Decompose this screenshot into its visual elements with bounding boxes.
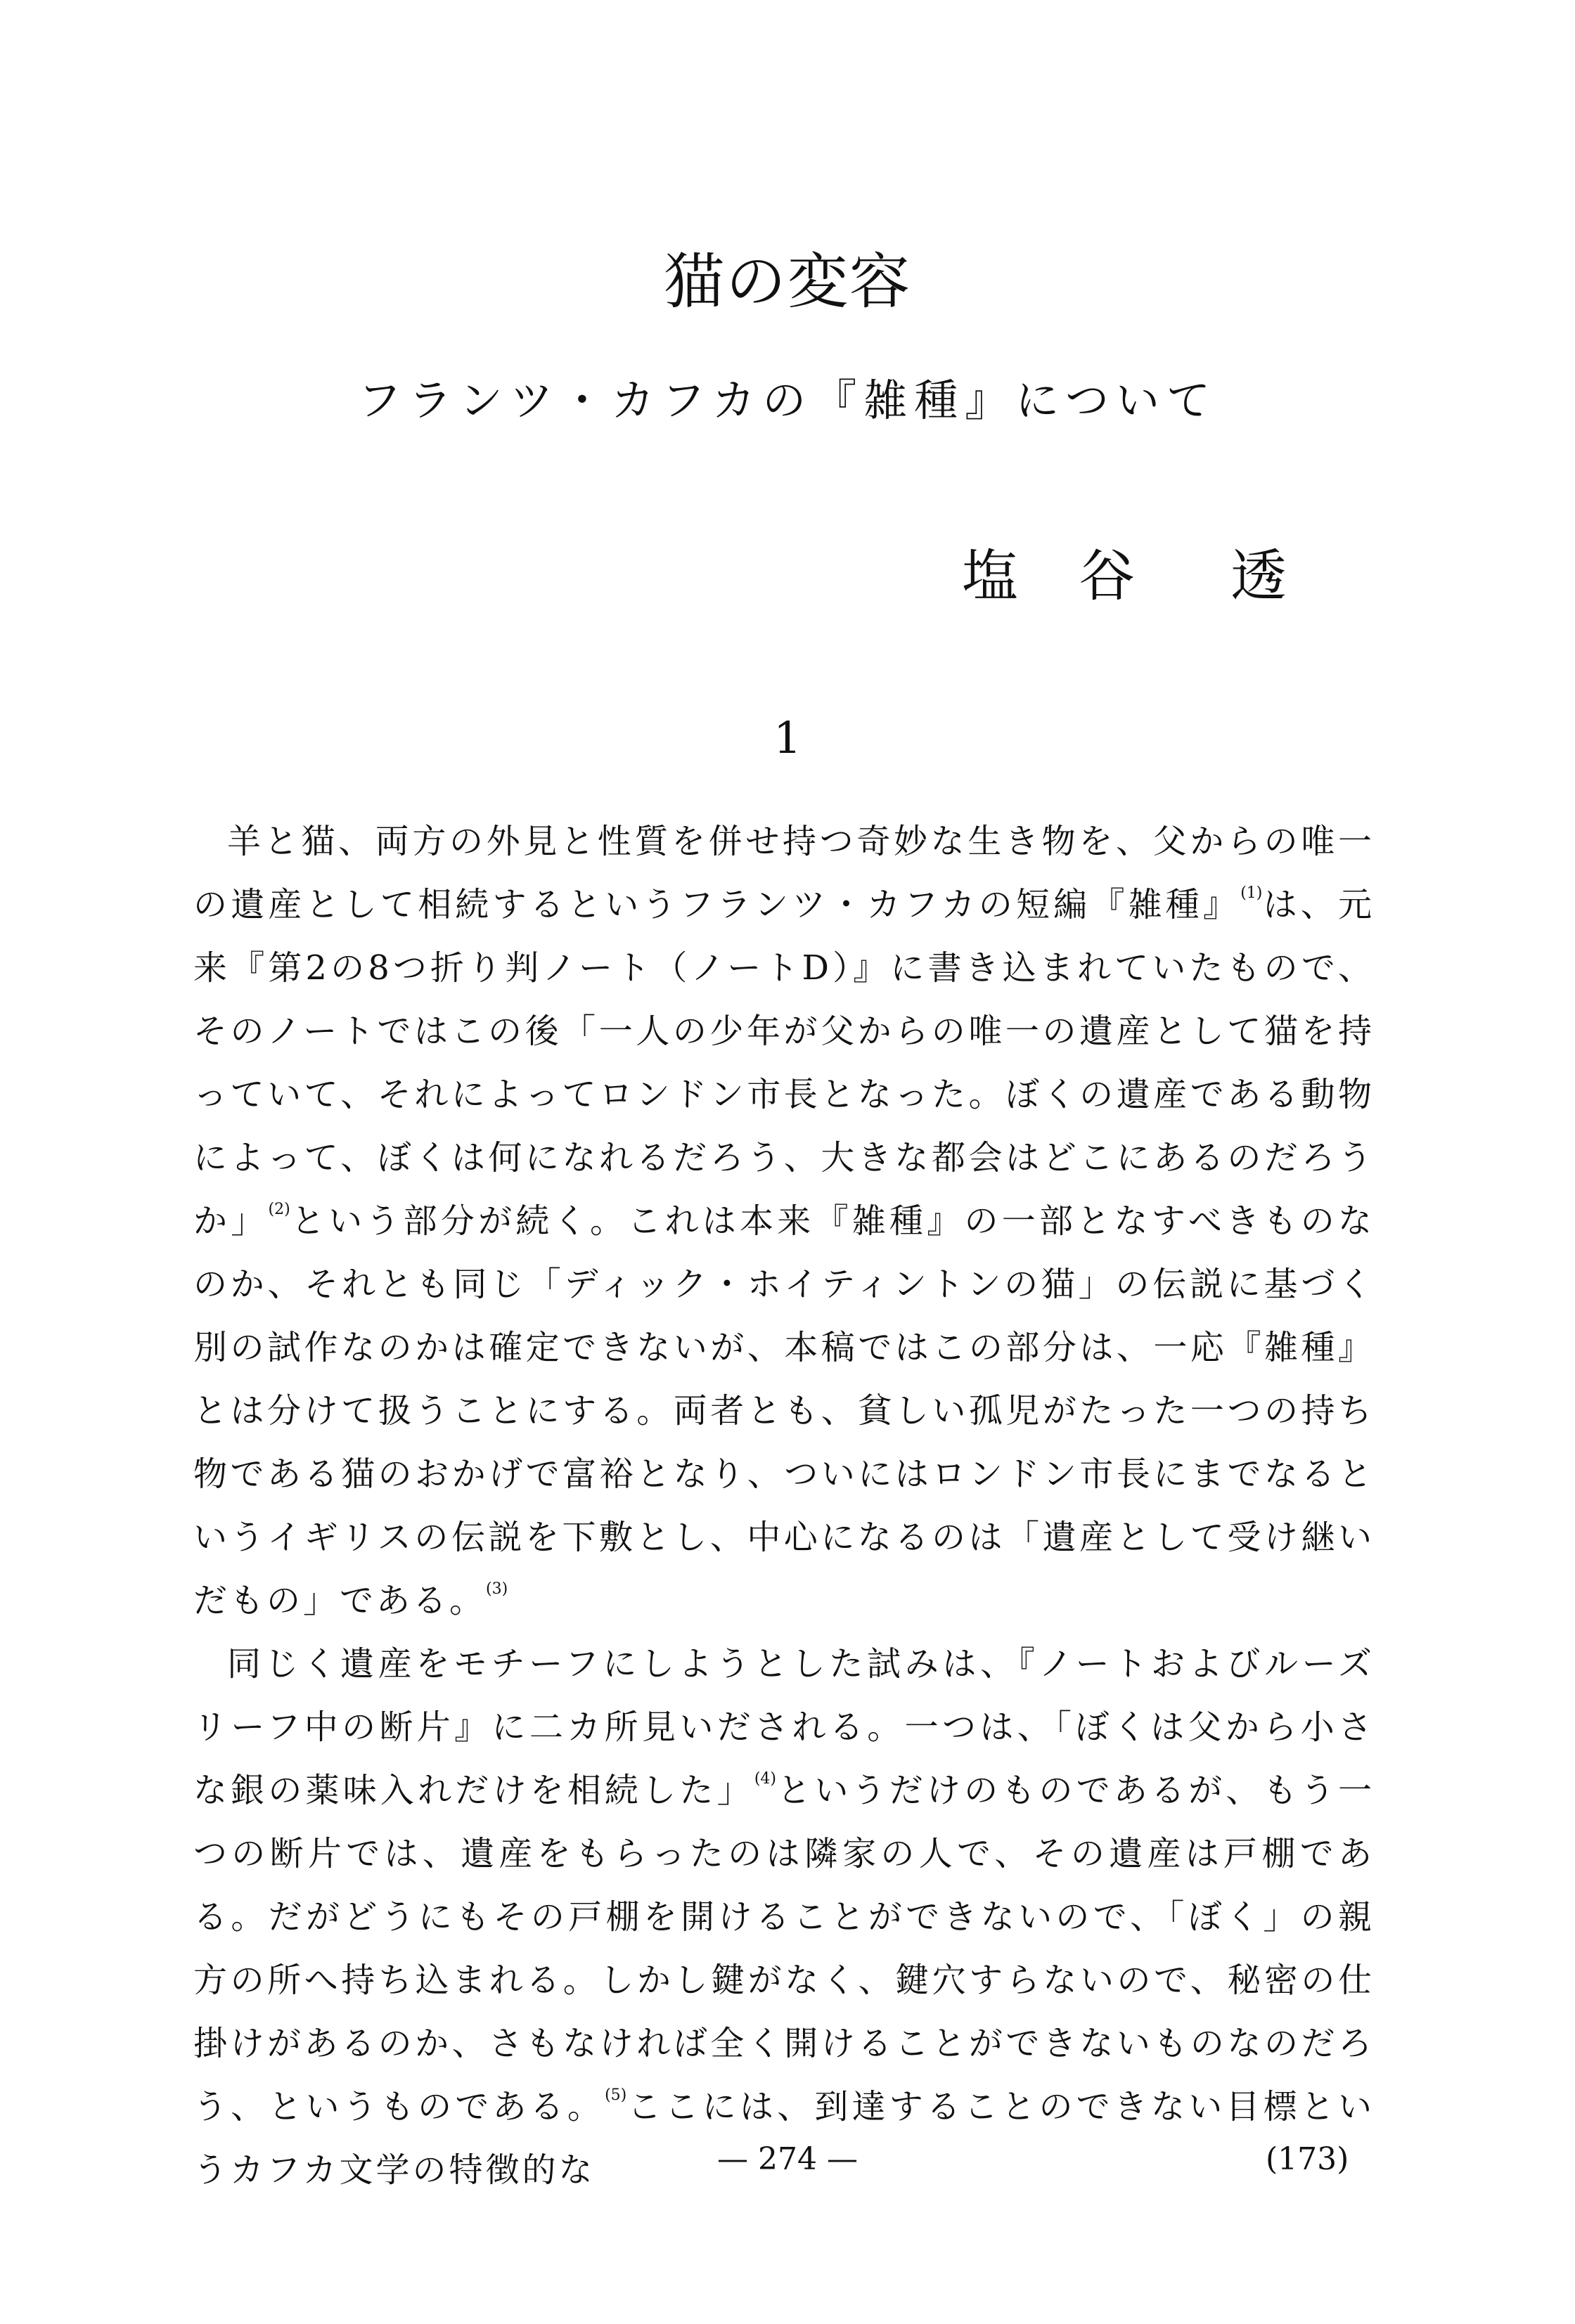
paragraph-1-text-1: 羊と猫、両方の外見と性質を併せ持つ奇妙な生き物を、父からの唯一の遺産として相続するというフランツ・カフカの短編『雑種』 [193, 822, 1375, 924]
paragraph-1-text-2: は、元来『第2の8つ折り判ノート（ノートD）』に書き込まれていたもので、そのノートではこの後「一人の少年が父からの唯一の遺産として猫を持っていて、それによってロンドン市長となった。ぼくの遺産である動物によって、ぼくは何になれるだろう、大きな都会はどこにあるのだろうか」 [193, 885, 1375, 1241]
section-number: 1 [773, 712, 802, 763]
paragraph-2 [193, 1632, 1375, 2202]
author-name-part-3: 透 [1230, 543, 1287, 609]
author-name-part-1: 塩 [962, 543, 1018, 609]
author-name-part-2: 谷 [1079, 543, 1135, 609]
footnote-ref-3: (3) [486, 1580, 508, 1598]
paragraph-2-text-3: ここには、到達することのできない目標というカフカ文学の特徴的な [193, 2087, 1375, 2190]
page-number: — 274 — [717, 2141, 858, 2177]
paragraph-1 [193, 810, 1375, 1632]
article-title: 猫の変容 [664, 247, 911, 317]
paragraph-1-text-3: という部分が続く。これは本来『雑種』の一部となすべきものなのか、それとも同じ「ディック・ホイティントンの猫」の伝説に基づく別の試作なのかは確定できないが、本稿ではこの部分は、一応『雑種』とは分けて扱うことにする。両者とも、貧しい孤児がたった一つの持ち物である猫のおかげで富裕となり、ついにはロンドン市長にまでなるというイギリスの伝説を下敷とし、中心になるのは「遺産として受け継いだもの」である。 [193, 1201, 1375, 1620]
footnote-ref-5: (5) [605, 2086, 627, 2104]
paragraph-2-text-2: というだけのものであるが、もう一つの断片では、遺産をもらったのは隣家の人で、その遺産は戸棚である。だがどうにもその戸棚を開けることができないので、「ぼく」の親方の所へ持ち込まれる。しかし鍵がなく、鍵穴すらないので、秘密の仕掛けがあるのか、さもなければ全く開けることができないものなのだろう、というものである。 [193, 1771, 1375, 2126]
paragraph-2-text-1: 同じく遺産をモチーフにしようとした試みは、『ノートおよびルーズリーフ中の断片』に二カ所見いだされる。一つは、「ぼくは父から小さな銀の薬味入れだけを相続した」 [193, 1644, 1375, 1810]
footnote-ref-2: (2) [268, 1201, 290, 1218]
footnote-ref-4: (4) [754, 1770, 776, 1788]
article-body [193, 810, 1375, 2202]
article-subtitle: フランツ・カフカの『雑種』について [357, 375, 1218, 426]
footnote-ref-1: (1) [1240, 884, 1263, 902]
alternate-page-number: (173) [1266, 2141, 1349, 2177]
